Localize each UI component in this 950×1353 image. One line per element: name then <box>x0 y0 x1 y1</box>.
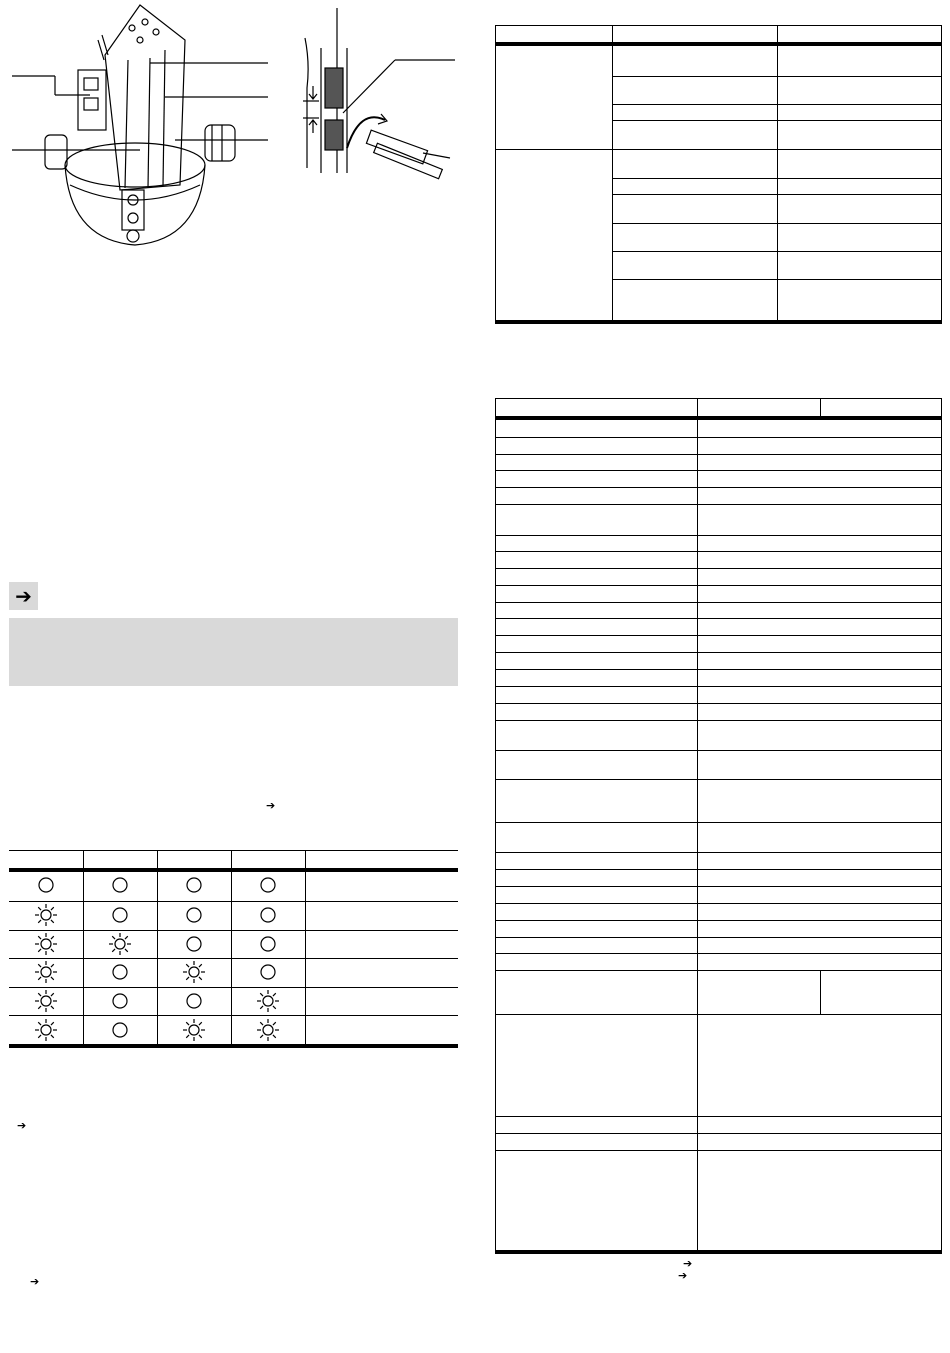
led-on-icon <box>35 933 57 955</box>
table-row-rule <box>495 1150 942 1151</box>
led-off-icon <box>113 994 127 1008</box>
hint-arrow-icon: ➔ <box>9 582 38 610</box>
led-off-icon <box>261 908 275 922</box>
table-row-rule <box>495 779 942 780</box>
table-row-rule <box>495 937 942 938</box>
table-row-rule <box>495 585 942 586</box>
led-on-icon <box>109 933 131 955</box>
table-row-rule <box>495 454 942 455</box>
table-row-rule <box>495 822 942 823</box>
table-row-rule <box>495 750 942 751</box>
table-row-rule <box>495 686 942 687</box>
led-on-icon <box>183 961 205 983</box>
table-row-rule <box>495 504 942 505</box>
table-row-rule <box>495 602 942 603</box>
table-row-rule <box>495 568 942 569</box>
table-row-rule <box>495 487 942 488</box>
reference-arrow-icon: ➔ <box>678 1269 688 1282</box>
led-on-icon <box>35 1019 57 1041</box>
table-row-rule <box>495 437 942 438</box>
table-row-rule <box>495 1116 942 1117</box>
table-row-rule <box>495 970 942 971</box>
reference-arrow-icon: ➔ <box>266 799 276 812</box>
led-on-icon <box>257 1019 279 1041</box>
led-off-icon <box>187 994 201 1008</box>
table-row-rule <box>495 886 942 887</box>
table-row-rule <box>495 551 942 552</box>
table-row-rule <box>495 618 942 619</box>
led-on-icon <box>35 961 57 983</box>
table-row-rule <box>495 903 942 904</box>
led-off-icon <box>187 937 201 951</box>
led-off-icon <box>187 908 201 922</box>
table-row-rule <box>495 953 942 954</box>
led-grid <box>0 0 460 1050</box>
led-off-icon <box>261 937 275 951</box>
led-on-icon <box>257 990 279 1012</box>
led-off-icon <box>113 908 127 922</box>
table-row-rule <box>495 535 942 536</box>
led-off-icon <box>113 1023 127 1037</box>
table-row-rule <box>495 920 942 921</box>
led-on-icon <box>35 904 57 926</box>
table-row-rule <box>495 669 942 670</box>
table-row-rule <box>495 1133 942 1134</box>
table-row-rule <box>495 635 942 636</box>
table-row-rule <box>495 470 942 471</box>
led-off-icon <box>261 878 275 892</box>
table-row-rule <box>495 703 942 704</box>
reference-arrow-icon: ➔ <box>17 1119 27 1132</box>
led-off-icon <box>261 965 275 979</box>
led-off-icon <box>39 878 53 892</box>
table-row-rule <box>495 652 942 653</box>
table-row-rule <box>495 1014 942 1015</box>
reference-arrow-icon: ➔ <box>683 1257 693 1270</box>
reference-arrow-icon: ➔ <box>30 1275 40 1288</box>
led-on-icon <box>35 990 57 1012</box>
led-off-icon <box>113 878 127 892</box>
table-row-rule <box>495 852 942 853</box>
table-row-rule <box>650 618 698 619</box>
table-row-rule <box>495 869 942 870</box>
table-row-rule <box>495 720 942 721</box>
led-on-icon <box>183 1019 205 1041</box>
led-off-icon <box>113 965 127 979</box>
led-off-icon <box>187 878 201 892</box>
